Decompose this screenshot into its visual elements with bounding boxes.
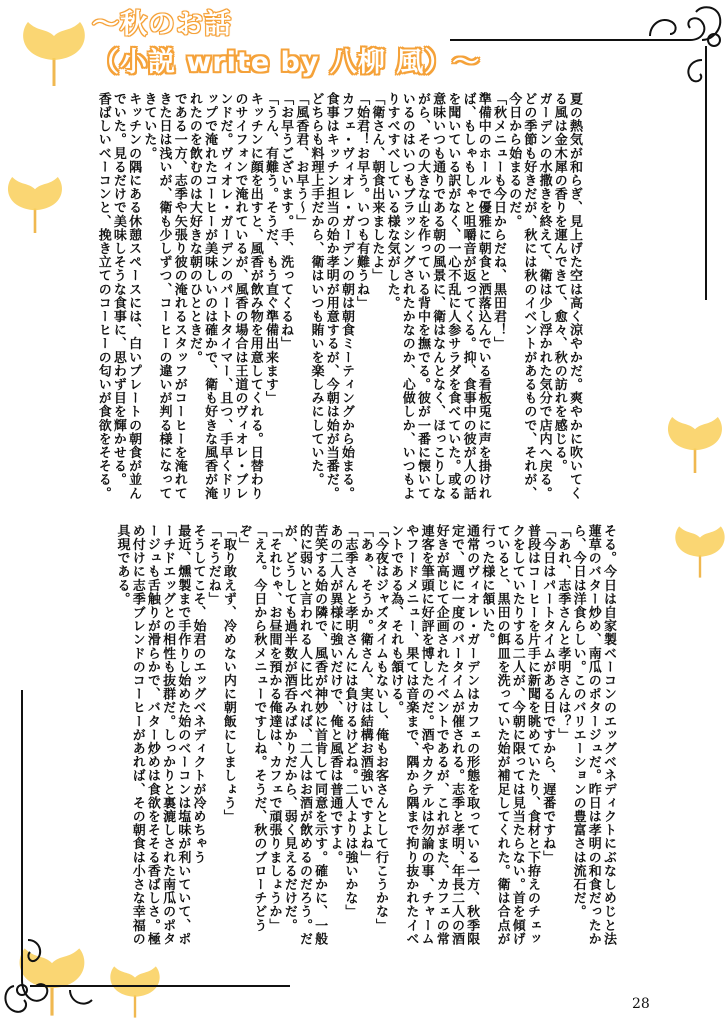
- story-title: [92, 2, 492, 86]
- story-title-line1: 〜秋のお話: [92, 9, 232, 40]
- page-number: 28: [632, 996, 650, 1012]
- story-text-upper: 夏の熱気が和らぎ、見上げた空は高く涼やかだ。爽やかに吹いてくる風は金木犀の香りを運んできて、愈々、秋の訪れを感じる。 ガーデンの水撒きを終えて、衛は少し浮かれた気分で店内へ戻る。どの季節も好きだが、秋には秋のイベントがあるもので、それが、今日から始まるのだ。 「秋メニューも今日からだね、黒田君！」 準備中のホールで優雅に朝食と洒落込んでいる看板兎に声を掛ければ、もしゃもしゃと咀嚼音が返ってくる。抑、食事中の彼が人の話を聞いている訳がなく、一心不乱に人参サラダを食べていた。或る意味いつも通りである朝の風景に、衛はなんとなく、ほっこりしながら、その大きな山を作っている背中を撫でる。彼が一番に懐いているのはいつもブラッシングされたかなのか、心做しか、いつもよりすべすべしている様な気がした。 「衛さん、朝食出来ましたよ」 「始君！お早う。いつも有難うね」 カフェ・ヴィオレ・ガーデンの朝は朝食ミーティングから始まる。食事はキッチン担当の始か孝明が用意するが、今朝は始が当番だ。どちらも料理上手だから、衛はいつも賄いを楽しみにしていた。 「風香君、お早う〜」 「お早うございます。手、洗ってくるね」 「うん、有難う。そうだ、もう直ぐ準備出来ます」 キッチンに顔を出すと、風香が飲み物を用意してくれる。日替わりのサイフォンで淹れているが、風香の場合は王道のヴィオレ・ブレンドだ。ヴィオレ・ガーデンのパートタイマー、且つ、手早くドリップで淹れたコーヒーが美味しいのは確かで、衛も好きな風香が淹れたのを飲むのは大好きな朝のひとときだ。 である一方、志季や矢張り彼の淹れるスタッフがコーヒーを淹れてきた日は浅いが、衛も少しずつ、コーヒーの違いが判る様になってきていた。 キッチンの隅にある休憩スペースには、白いプレートの朝食が並んでいた。見るだけで美味しそうな食事に、思わず目を輝かせる。 香ばしいベーコンと、挽き立てのコーヒーの匂いが食欲をそそる。: [95, 92, 582, 500]
- ginkgo-leaf-icon: [668, 520, 728, 584]
- ginkgo-leaf-icon: [0, 170, 70, 240]
- story-title-line2: （小説 write by 八柳 風）〜: [92, 47, 481, 78]
- story-text-lower: そる。今日は自家製ベーコンのエッグベネディクトにぶなしめじと法蓮草のバター炒め、南瓜のポタージュだ。昨日は孝明の和食だったから、今日は洋食らしい。このバリエーションの豊富さは流石だ。 「あれ、志季さんと孝明さんは？」 「今日はパートタイムがある日ですから、遅番ですね」 普段はコーヒーを片手に新聞を眺めていたり、食材と下拵えのチェックをしていたりする二人が、今朝に限っては見当たらない。首を傾げていると、黒田の餌皿を洗っていた始が補足してくれた。衛は合点が行った様に頷いた。 通常のヴィオレ・ガーデンはカフェの形態を取っている一方、秋季限定で、週に一度のバータイムが催される。志季と孝明、年長二人の酒好きが高じて企画されたイベントであるが、これがまた、カフェの常連客を筆頭に好評を博したのだ。酒やカクテルは勿論の事、チャームやフードメニュー、果ては音楽まで、隅から隅まで拘り抜かれたイベントである為、それも頷ける。 「今夜はジャズタイムもないし、俺もお客さんとして行こうかな」 「あぁ、そうか。衛さん、実は結構お酒強いですよね」 「志季さんと孝明さんには負けるけどね。二人よりは強いかな」 あの二人が異様に強いだけで、俺と風香は普通ですよ。 苦笑する始の隣で、風香が神妙に首肯して同意を示す。確かに、一般的に弱いと言われる人に比べれば、二人はお酒が飲めるのだろう。だが、どうしても過半数が酒呑みばかりだから、弱く見えるだけだ。 「それじゃ、お昼間を預かる俺達は、カフェで頑張りましょうか」 「ええ。今日から秋メニューですしね。そうだ、秋のブローチどうぞ」 「取り敢えず、冷めない内に朝飯にしましょう」 「そうだね」 そうしてこそ、始君のエッグベネディクトが冷めちゃう 最近、燻製まで手作りし始めた始のベーコンは塩味が利いていて、ポーチドエッグとの相性も抜群だ。しっかりと裏漉しされた南瓜のポタージュも舌触りが滑らかで、バター炒めは食欲をそそる香ばしさ。極め付けに志季ブレンドのコーヒーがあれば、その朝食は小さな幸福の具現である。: [114, 524, 616, 946]
- ginkgo-leaf-icon: [14, 14, 94, 94]
- ginkgo-leaf-icon: [660, 410, 728, 480]
